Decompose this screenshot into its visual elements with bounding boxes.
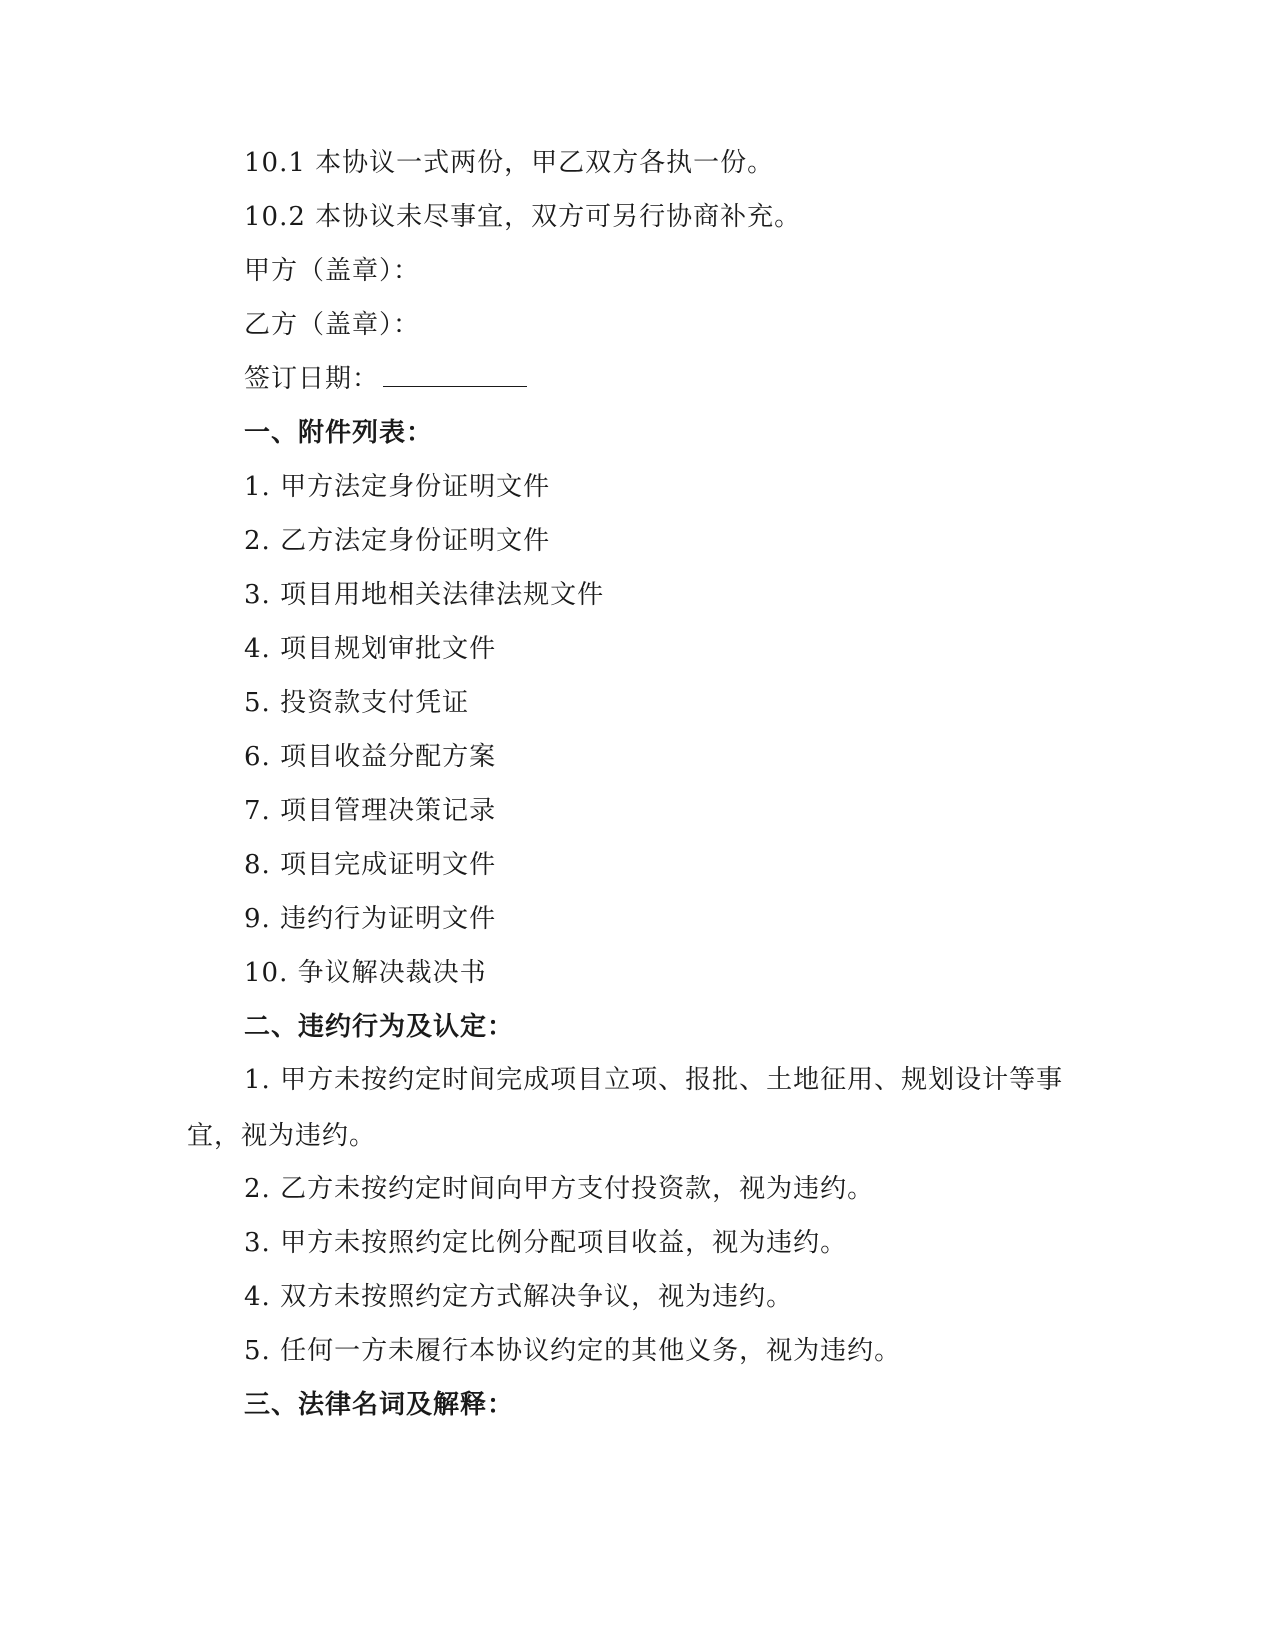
section-heading-attachments: 一、附件列表： bbox=[244, 418, 434, 448]
signing-date bbox=[244, 364, 1095, 394]
list-item: 3. 甲方未按照约定比例分配项目收益，视为违约。 bbox=[244, 1228, 848, 1258]
breach-item-1: 1. 甲方未按约定时间完成项目立项、报批、土地征用、规划设计等事宜，视为违约。 bbox=[187, 1065, 1064, 1151]
list-item: 8. 项目完成证明文件 bbox=[244, 850, 497, 880]
list-item: 6. 项目收益分配方案 bbox=[244, 742, 497, 772]
list-item: 4. 双方未按照约定方式解决争议，视为违约。 bbox=[244, 1282, 794, 1312]
party-a-seal: 甲方（盖章）： bbox=[244, 256, 421, 286]
list-item: 1. 甲方法定身份证明文件 bbox=[244, 472, 551, 502]
list-item: 5. 任何一方未履行本协议约定的其他义务，视为违约。 bbox=[244, 1336, 902, 1366]
signing-date-label: 签订日期： bbox=[244, 364, 380, 394]
clause-10-2: 10.2 本协议未尽事宜，双方可另行协商补充。 bbox=[244, 202, 802, 232]
section-heading-legal-terms: 三、法律名词及解释： bbox=[244, 1390, 515, 1420]
signing-date-blank bbox=[383, 364, 527, 387]
list-item: 2. 乙方法定身份证明文件 bbox=[244, 526, 551, 556]
section-heading-breach: 二、违约行为及认定： bbox=[244, 1012, 515, 1042]
party-b-seal: 乙方（盖章）： bbox=[244, 310, 421, 340]
list-item: 4. 项目规划审批文件 bbox=[244, 634, 497, 664]
clause-10-1: 10.1 本协议一式两份，甲乙双方各执一份。 bbox=[244, 148, 775, 178]
list-item: 10. 争议解决裁决书 bbox=[244, 958, 487, 988]
list-item: 2. 乙方未按约定时间向甲方支付投资款，视为违约。 bbox=[244, 1174, 875, 1204]
list-item: 9. 违约行为证明文件 bbox=[244, 904, 497, 934]
list-item: 7. 项目管理决策记录 bbox=[244, 796, 497, 826]
list-item: 3. 项目用地相关法律法规文件 bbox=[244, 580, 605, 610]
list-item: 5. 投资款支付凭证 bbox=[244, 688, 470, 718]
